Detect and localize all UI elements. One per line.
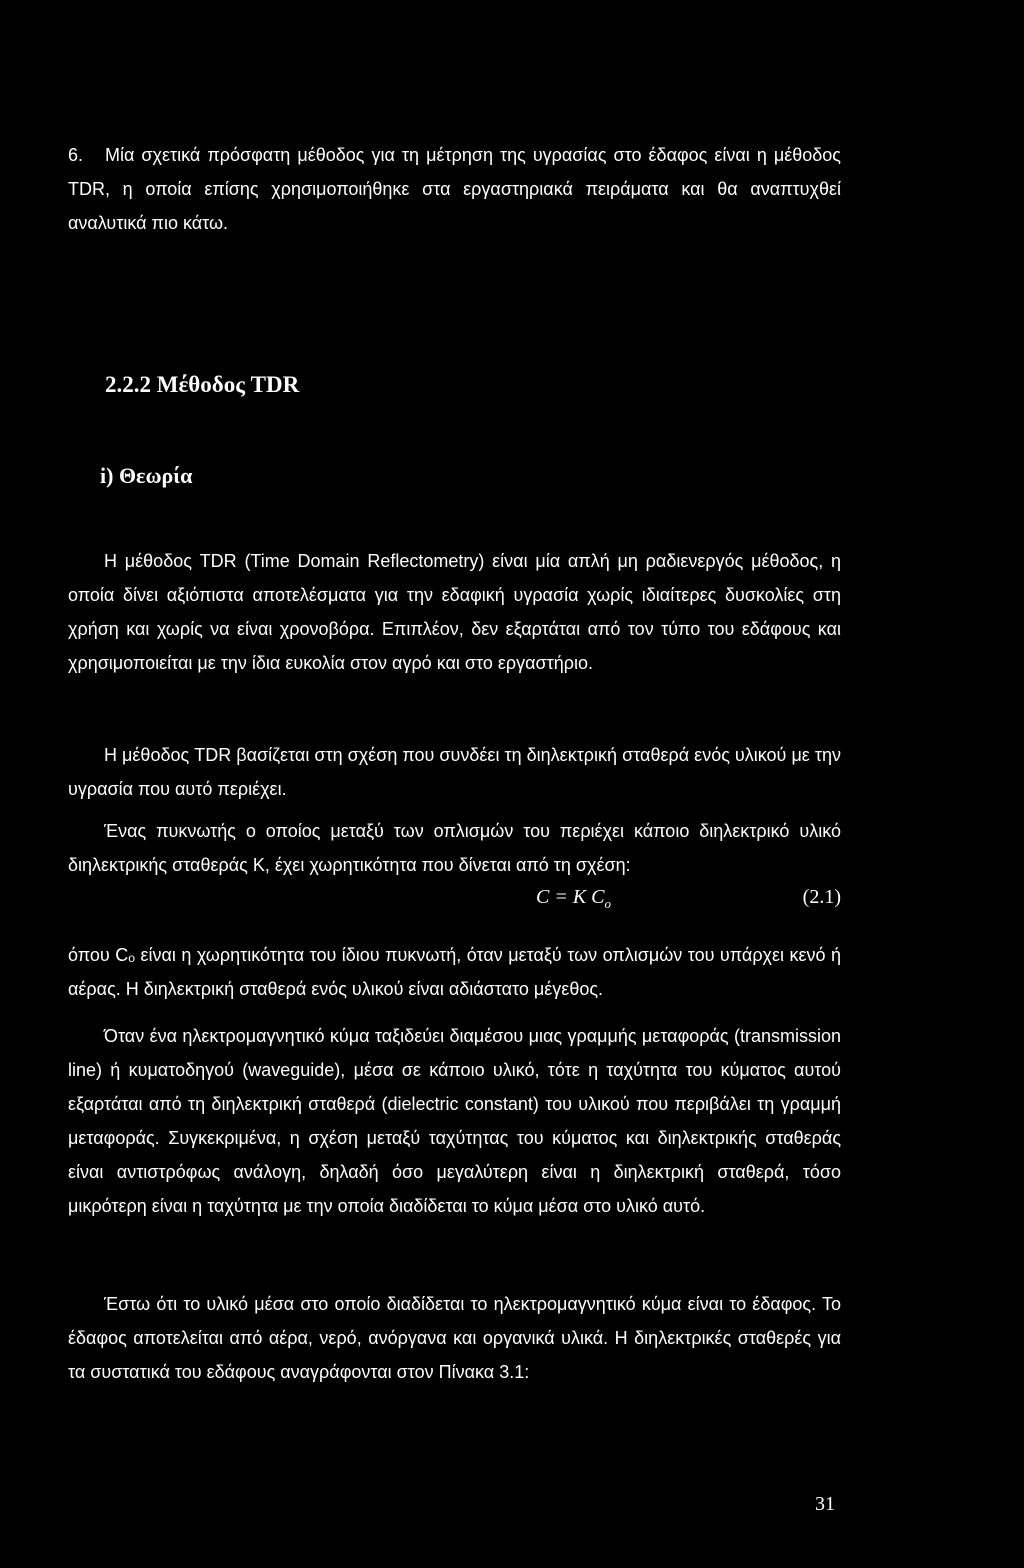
list-item-number: 6.: [68, 145, 84, 165]
paragraph-text: Η μέθοδος TDR βασίζεται στη σχέση που συνδέει τη διηλεκτρική σταθερά ενός υλικού με την υγρασία που αυτό περιέχει.: [68, 745, 841, 799]
section-heading: 2.2.2 Μέθοδος TDR: [105, 372, 300, 397]
subsection-heading: i) Θεωρία: [100, 463, 193, 488]
list-item-6: [68, 138, 841, 240]
equation-2-1: [68, 886, 841, 916]
page-number: 31: [815, 1493, 835, 1515]
paragraph-text: Ένας πυκνωτής ο οποίος μεταξύ των οπλισμών του περιέχει κάποιο διηλεκτρικό υλικό διηλεκτρικής σταθεράς K, έχει χωρητικότητα που δίνεται από τη σχέση:: [68, 821, 841, 875]
paragraph-text: όπου Cₒ είναι η χωρητικότητα του ίδιου πυκνωτή, όταν μεταξύ των οπλισμών του υπάρχει κενό ή αέρας. Η διηλεκτρική σταθερά ενός υλικού είναι αδιάστατο μέγεθος.: [68, 945, 841, 999]
equation-subscript: o: [604, 896, 612, 911]
paragraph-em-wave: [68, 1019, 841, 1223]
paragraph-capacitor: [68, 814, 841, 882]
equation-number: (2.1): [802, 886, 841, 908]
paragraph-text: Η μέθοδος TDR (Time Domain Reflectometry) είναι μία απλή μη ραδιενεργός μέθοδος, η οποία δίνει αξιόπιστα αποτελέσματα για την εδαφική υγρασία χωρίς ιδιαίτερες δυσκολίες στη χρήση και χωρίς να είναι χρονοβόρα. Επιπλέον, δεν εξαρτάται από τον τύπο του εδάφους και χρησιμοποιείται με την ίδια ευκολία στον αγρό και στο εργαστήριο.: [68, 551, 841, 673]
equation-lhs: C = K C: [536, 886, 605, 908]
paragraph-text: Όταν ένα ηλεκτρομαγνητικό κύμα ταξιδεύει διαμέσου μιας γραμμής μεταφοράς (transmission line) ή κυματοδηγού (waveguide), μέσα σε κάποιο υλικό, τότε η ταχύτητα του κύματος αυτού εξαρτάται από τη διηλεκτρική σταθερά (dielectric constant) του υλικού που περιβάλει τη γραμμή μεταφοράς. Συγκεκριμένα, η σχέση μεταξύ ταχύτητας του κύματος και διηλεκτρικής σταθεράς είναι αντιστρόφως ανάλογη, δηλαδή όσο μεγαλύτερη είναι η διηλεκτρική σταθερά, τόσο μικρότερη είναι η ταχύτητα με την οποία διαδίδεται το κύμα μέσα στο υλικό αυτό.: [68, 1026, 841, 1216]
paragraph-intro: [68, 544, 841, 680]
list-item-text: Μία σχετικά πρόσφατη μέθοδος για τη μέτρηση της υγρασίας στο έδαφος είναι η μέθοδος TDR, η οποία επίσης χρησιμοποιήθηκε στα εργαστηριακά πειράματα και θα αναπτυχθεί αναλυτικά πιο κάτω.: [68, 145, 841, 233]
paragraph-text: Έστω ότι το υλικό μέσα στο οποίο διαδίδεται το ηλεκτρομαγνητικό κύμα είναι το έδαφος. Το έδαφος αποτελείται από αέρα, νερό, ανόργανα και οργανικά υλικά. Η διηλεκτρικές σταθερές για τα συστατικά του εδάφους αναγράφονται στον Πίνακα 3.1:: [68, 1294, 841, 1382]
paragraph-dielectric-relation: [68, 738, 841, 806]
equation-expression: [536, 886, 611, 912]
paragraph-capacitance-def: [68, 938, 841, 1006]
paragraph-soil-medium: [68, 1287, 841, 1389]
